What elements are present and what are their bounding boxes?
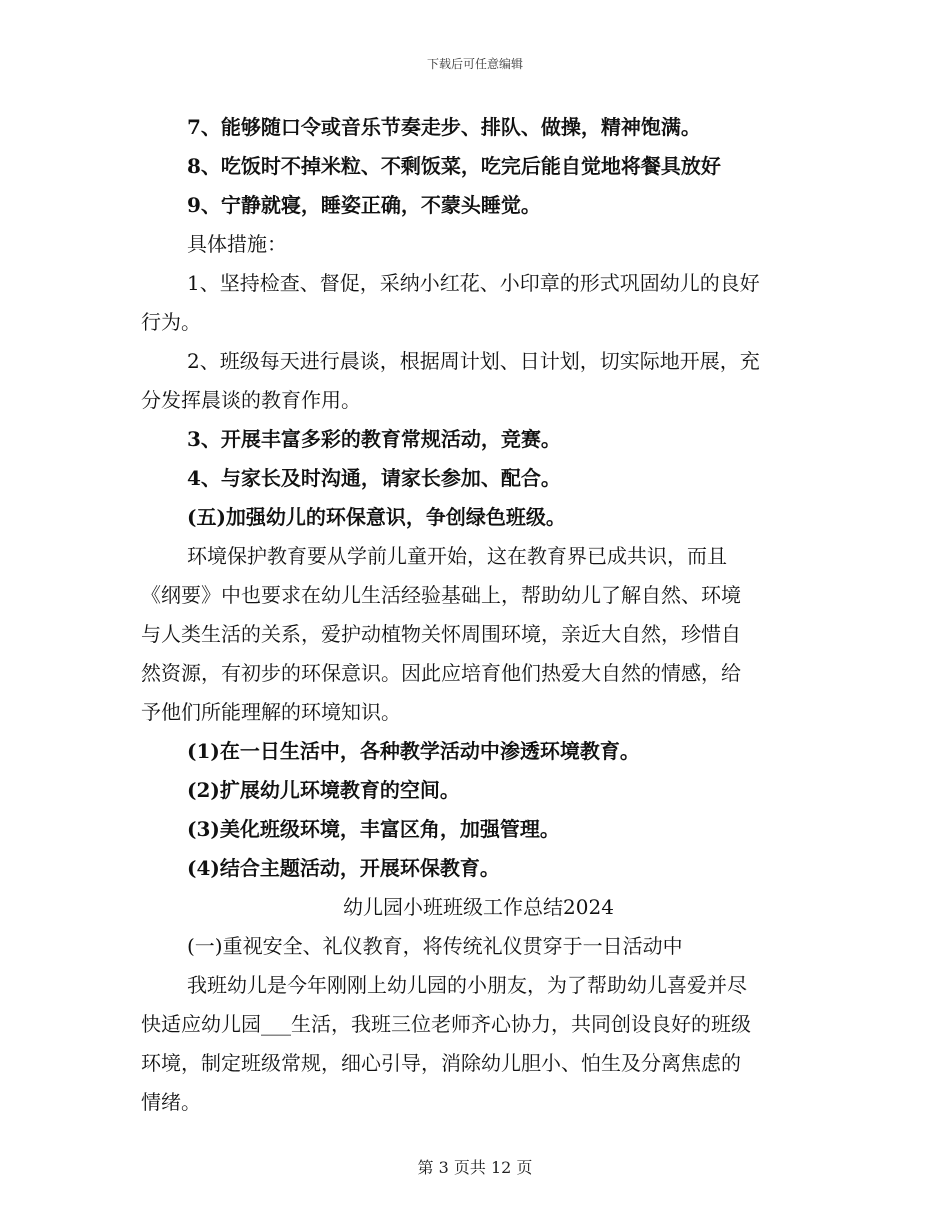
list-item-9: 9、宁静就寝，睡姿正确，不蒙头睡觉。	[187, 193, 541, 217]
paragraph-line: 环境保护教育要从学前儿童开始，这在教育界已成共识，而且	[187, 544, 727, 568]
env-item-1: (1)在一日生活中，各种教学活动中渗透环境教育。	[187, 739, 640, 763]
page-header: 下载后可任意编辑	[426, 57, 523, 71]
document-title: 幼儿园小班班级工作总结2024	[343, 895, 614, 919]
measure-3: 3、开展丰富多彩的教育常规活动，竞赛。	[187, 427, 561, 451]
paragraph-line: 情绪。	[141, 1090, 201, 1114]
paragraph-line: 予他们所能理解的环境知识。	[141, 700, 401, 724]
measure-2-line-1: 2、班级每天进行晨谈，根据周计划、日计划，切实际地开展，充	[187, 349, 760, 373]
page-footer: 第 3 页共 12 页	[417, 1158, 533, 1177]
paragraph-line: 然资源，有初步的环保意识。因此应培育他们热爱大自然的情感，给	[141, 661, 741, 685]
section-label: 具体措施：	[187, 232, 287, 256]
measure-4: 4、与家长及时沟通，请家长参加、配合。	[187, 466, 561, 490]
paragraph-line: 快适应幼儿园___生活，我班三位老师齐心协力，共同创设良好的班级	[141, 1012, 751, 1036]
measure-1-line-2: 行为。	[141, 310, 201, 334]
list-item-8: 8、吃饭时不掉米粒、不剩饭菜，吃完后能自觉地将餐具放好	[187, 154, 721, 178]
paragraph-line: 与人类生活的关系，爱护动植物关怀周围环境，亲近大自然，珍惜自	[141, 622, 741, 646]
paragraph-line: 我班幼儿是今年刚刚上幼儿园的小朋友，为了帮助幼儿喜爱并尽	[187, 973, 747, 997]
list-item-7: 7、能够随口令或音乐节奏走步、排队、做操，精神饱满。	[187, 115, 701, 139]
env-item-2: (2)扩展幼儿环境教育的空间。	[187, 778, 460, 802]
section-heading-5: (五)加强幼儿的环保意识，争创绿色班级。	[187, 505, 566, 529]
env-item-4: (4)结合主题活动，开展环保教育。	[187, 856, 500, 880]
measure-2-line-2: 分发挥晨谈的教育作用。	[141, 388, 361, 412]
paragraph-line: 《纲要》中也要求在幼儿生活经验基础上，帮助幼儿了解自然、环境	[141, 583, 741, 607]
env-item-3: (3)美化班级环境，丰富区角，加强管理。	[187, 817, 560, 841]
subheading-1: (一)重视安全、礼仪教育，将传统礼仪贯穿于一日活动中	[187, 934, 683, 958]
measure-1-line-1: 1、坚持检查、督促，采纳小红花、小印章的形式巩固幼儿的良好	[187, 271, 760, 295]
document-body	[141, 108, 816, 1122]
paragraph-line: 环境，制定班级常规，细心引导，消除幼儿胆小、怕生及分离焦虑的	[141, 1051, 741, 1075]
